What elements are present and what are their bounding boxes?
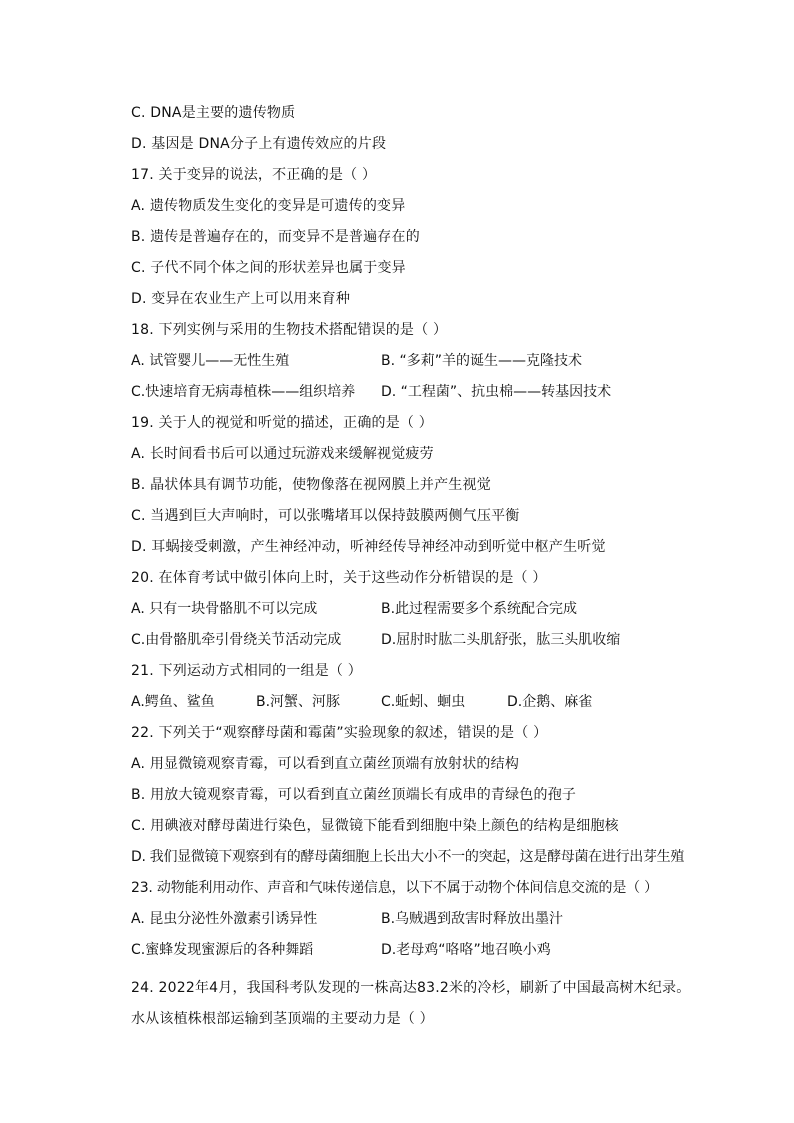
q20-option-a: A. 只有一块骨骼肌不可以完成 [131,601,318,617]
q23-option-a: A. 昆虫分泌性外激素引诱异性 [131,911,318,927]
q22-stem: 22. 下列关于“观察酵母菌和霉菌”实验现象的叙述，错误的是（ ） [131,725,548,741]
q17-option-a: A. 遗传物质发生变化的变异是可遗传的变异 [131,198,406,214]
q16-option-d: D. 基因是 DNA分子上有遗传效应的片段 [131,136,387,152]
q22-option-c: C. 用碘液对酵母菌进行染色，显微镜下能看到细胞中染上颜色的结构是细胞核 [131,818,619,834]
q20-stem: 20. 在体育考试中做引体向上时，关于这些动作分析错误的是（ ） [131,570,547,586]
q21-stem: 21. 下列运动方式相同的一组是（ ） [131,663,362,679]
q16-option-c: C. DNA是主要的遗传物质 [131,105,296,121]
q18-stem: 18. 下列实例与采用的生物技术搭配错误的是（ ） [131,322,448,338]
q23-option-c: C.蜜蜂发现蜜源后的各种舞蹈 [131,942,314,958]
q17-stem: 17. 关于变异的说法，不正确的是（ ） [131,167,377,183]
q21-option-b: B.河蟹、河豚 [256,694,341,710]
q18-option-a: A. 试管婴儿——无性生殖 [131,353,290,369]
q22-option-a: A. 用显微镜观察青霉，可以看到直立菌丝顶端有放射状的结构 [131,756,520,772]
q20-option-b: B.此过程需要多个系统配合完成 [381,601,578,617]
q22-option-b: B. 用放大镜观察青霉，可以看到直立菌丝顶端长有成串的青绿色的孢子 [131,787,577,803]
q17-option-b: B. 遗传是普遍存在的，而变异不是普遍存在的 [131,229,420,245]
q20-option-c: C.由骨骼肌牵引骨绕关节活动完成 [131,632,342,648]
q18-option-b: B. “多莉”羊的诞生——克隆技术 [381,353,583,369]
q18-option-c: C.快速培育无病毒植株——组织培养 [131,384,356,400]
q19-option-a: A. 长时间看书后可以通过玩游戏来缓解视觉疲劳 [131,446,434,462]
q17-option-c: C. 子代不同个体之间的形状差异也属于变异 [131,260,406,276]
q17-option-d: D. 变异在农业生产上可以用来育种 [131,291,351,307]
q19-option-d: D. 耳蜗接受刺激，产生神经冲动，听神经传导神经冲动到听觉中枢产生听觉 [131,539,606,555]
q24-stem: 24. 2022年4月，我国科考队发现的一株高达83.2米的冷杉，刷新了中国最高树木纪录。水从该植株根部运输到茎顶端的主要动力是（ ） [131,980,691,1027]
q19-option-b: B. 晶状体具有调节功能，使物像落在视网膜上并产生视觉 [131,477,491,493]
q23-stem: 23. 动物能利用动作、声音和气味传递信息，以下不属于动物个体间信息交流的是（ ） [131,880,658,896]
q23-option-d: D.老母鸡“咯咯”地召唤小鸡 [381,942,551,958]
q19-stem: 19. 关于人的视觉和听觉的描述，正确的是（ ） [131,415,433,431]
q19-option-c: C. 当遇到巨大声响时，可以张嘴堵耳以保持鼓膜两侧气压平衡 [131,508,520,524]
q20-option-d: D.屈肘时肱二头肌舒张，肱三头肌收缩 [381,632,621,648]
q21-option-d: D.企鹅、麻雀 [507,694,593,710]
q23-option-b: B.乌贼遇到敌害时释放出墨汁 [381,911,564,927]
q18-option-d: D. “工程菌”、抗虫棉——转基因技术 [381,384,612,400]
q21-option-a: A.鳄鱼、鲨鱼 [131,694,215,710]
q22-option-d: D. 我们显微镜下观察到有的酵母菌细胞上长出大小不一的突起，这是酵母菌在进行出芽生殖 [131,849,685,865]
q21-option-c: C.蚯蚓、蛔虫 [381,694,466,710]
